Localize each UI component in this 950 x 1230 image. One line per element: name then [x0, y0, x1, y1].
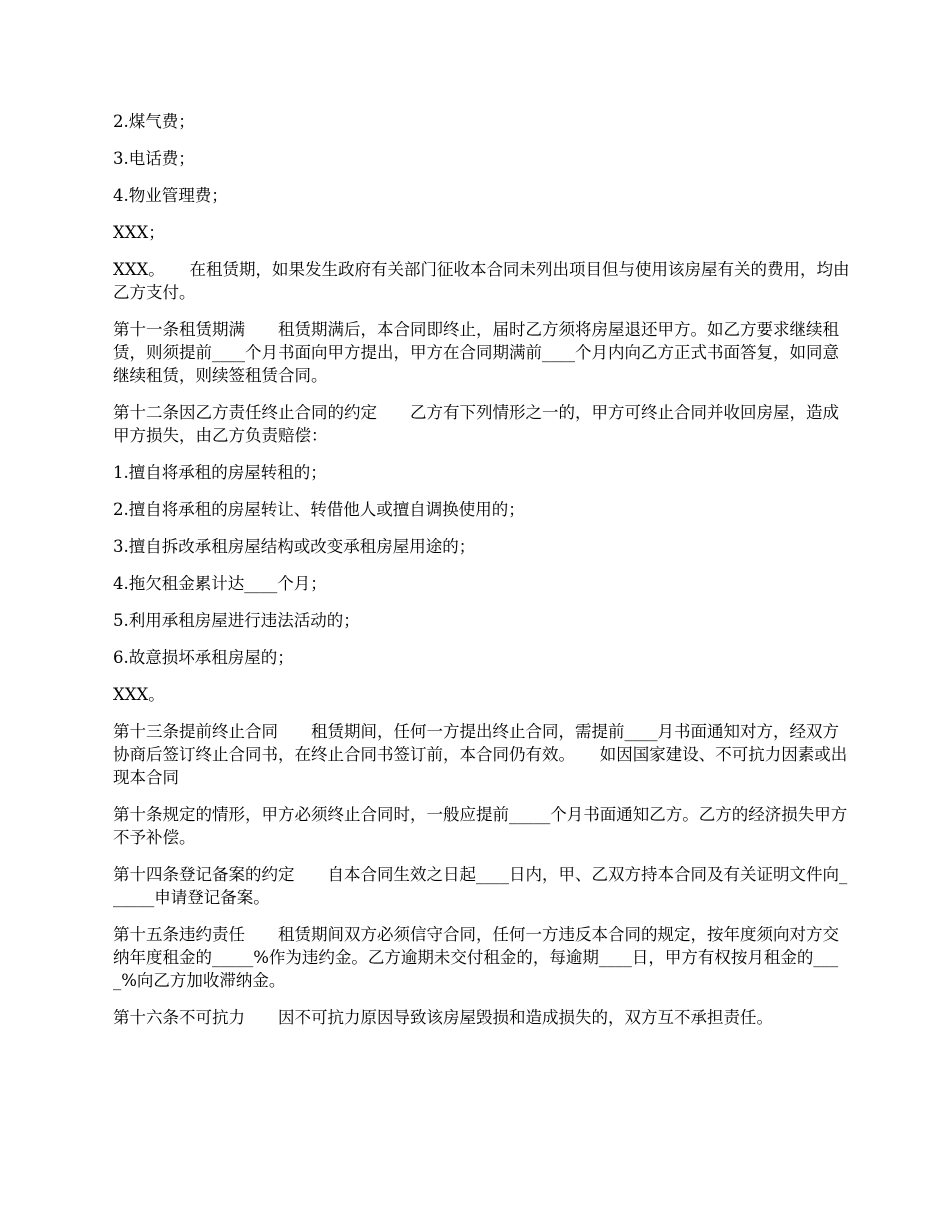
paragraph-phone-fee: 3.电话费；	[113, 149, 195, 168]
paragraph-article-13: 第十三条提前终止合同 租赁期间，任何一方提出终止合同，需提前____月书面通知对方，经双方协商后签订终止合同书，在终止合同书签订前，本合同仍有效。 如因国家建设、不可抗力因素或出现本合同	[113, 722, 848, 787]
paragraph-xxx-1: XXX；	[113, 223, 165, 242]
paragraph-article-12: 第十二条因乙方责任终止合同的约定 乙方有下列情形之一的，甲方可终止合同并收回房屋，造成甲方损失，由乙方负责赔偿：	[113, 403, 839, 445]
paragraph-item-5: 5.利用承租房屋进行违法活动的；	[113, 611, 360, 630]
paragraph-property-fee: 4.物业管理费；	[113, 186, 228, 205]
document-body	[113, 110, 855, 1043]
paragraph-item-1: 1.擅自将承租的房屋转租的；	[113, 463, 327, 482]
paragraph-article-15: 第十五条违约责任 租赁期间双方必须信守合同，任何一方违反本合同的规定，按年度须向对方交纳年度租金的_____%作为违约金。乙方逾期未交付租金的，每逾期____日，甲方有权按月租金的____%向乙方加收滞纳金。	[113, 925, 839, 990]
paragraph-article-14: 第十四条登记备案的约定 自本合同生效之日起____日内，甲、乙双方持本合同及有关证明文件向______申请登记备案。	[113, 865, 848, 907]
paragraph-item-6: 6.故意损坏承租房屋的；	[113, 648, 294, 667]
paragraph-xxx-2: XXX。	[113, 685, 165, 704]
paragraph-article-10-ref: 第十条规定的情形，甲方必须终止合同时，一般应提前_____个月书面通知乙方。乙方的经济损失甲方不予补偿。	[113, 805, 848, 847]
paragraph-article-16: 第十六条不可抗力 因不可抗力原因导致该房屋毁损和造成损失的，双方互不承担责任。	[113, 1008, 773, 1027]
paragraph-other-fees: XXX。 在租赁期，如果发生政府有关部门征收本合同未列出项目但与使用该房屋有关的费用，均由乙方支付。	[113, 260, 850, 302]
paragraph-item-4: 4.拖欠租金累计达____个月；	[113, 574, 327, 593]
paragraph-gas-fee: 2.煤气费；	[113, 112, 195, 131]
paragraph-article-11: 第十一条租赁期满 租赁期满后，本合同即终止，届时乙方须将房屋退还甲方。如乙方要求继续租赁，则须提前____个月书面向甲方提出，甲方在合同期满前____个月内向乙方正式书面答复，如同意继续租赁，则续签租赁合同。	[113, 320, 839, 385]
paragraph-item-2: 2.擅自将承租的房屋转让、转借他人或擅自调换使用的；	[113, 500, 525, 519]
paragraph-item-3: 3.擅自拆改承租房屋结构或改变承租房屋用途的；	[113, 537, 476, 556]
